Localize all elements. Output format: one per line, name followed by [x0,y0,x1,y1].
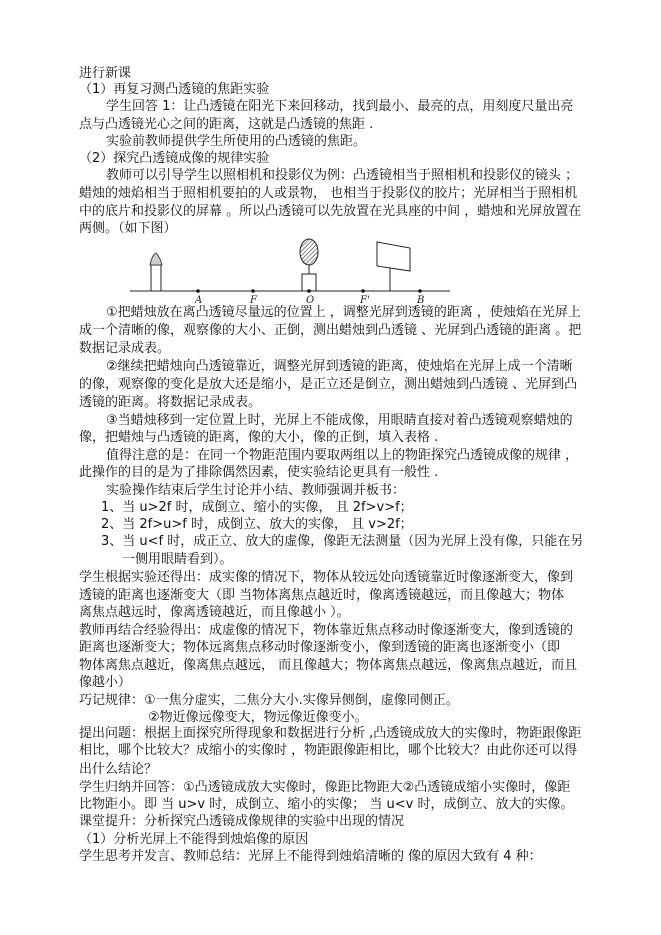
point-marker [251,289,255,293]
text-line: 实验操作结束后学生讨论并小结、教师强调并板书： [106,483,406,498]
point-marker [418,289,422,293]
text-line: 距离也逐渐变大；物体远离焦点移动时像逐渐变小，像到透镜的距离也逐渐变小（即 [79,640,561,655]
text-line: ②物近像远像变大，物远像近像变小。 [148,710,368,725]
text-line: 课堂提升：分析探究凸透镜成像规律的实验中出现的情况 [79,814,405,829]
text-line: 中的底片和投影仪的屏幕 。所以凸透镜可以先放置在光具座的中间 ，蜡烛和光屏放置在 [79,204,582,219]
text-line: 的像，观察像的变化是放大还是缩小，是正立还是倒立，测出蜡烛到凸透镜 、光屏到凸 [79,377,578,392]
text-line: 学生根据实验还得出：成实像的情况下，物体从较远处向透镜靠近时像逐渐变大，像到 [79,570,574,585]
screen-icon [377,242,410,291]
candle-icon [150,253,162,291]
text-line: 透镜的距离。将数据记录成表。 [79,395,262,410]
text-line: 成一个清晰的像，观察像的大小、正倒，测出蜡烛到凸透镜 、光屏到凸透镜的距离 。把 [79,323,582,338]
text-line: （1）分析光屏上不能得到烛焰像的原因 [79,832,309,847]
text-line: 透镜的距离也逐渐变大（即 当物体离焦点越近时，像离透镜越远，而且像越大；物体 [79,588,565,603]
point-label: F [250,295,257,305]
text-line: 1、当 u>2f 时，成倒立、缩小的实像， 且 2f>v>f； [101,500,413,515]
text-line: ①把蜡烛放在离凸透镜尽量远的位置上 ，调整光屏到透镜的距离 ，使烛焰在光屏上 [106,305,581,320]
text-line: 学生思考并发言、教师总结：光屏上不能得到烛焰清晰的 像的原因大致有 4 种： [79,849,542,864]
text-line: 数据记录成表。 [79,341,171,356]
text-line: 此操作的目的是为了排除偶然因素，使实验结论更具有一般性 . [79,465,439,480]
text-line: 比物距小。即 当 u>v 时，成倒立、缩小的实像； 当 u<v 时，成倒立、放大的实像。 [79,797,574,812]
text-line: 像越小） [79,675,132,690]
text-line: 出什么结论？ [79,762,158,777]
optical-bench-diagram [120,237,460,305]
point-label: O [306,295,315,305]
text-line: 像，把蜡烛与凸透镜的距离，像的大小，像的正倒，填入表格 . [79,430,439,445]
point-label: F' [360,295,370,305]
text-line: 值得注意的是：在同一个物距范围内要取两组以上的物距探究凸透镜成像的规律 ， [106,448,579,463]
text-line: 学生回答 1：让凸透镜在阳光下来回移动，找到最小、最亮的点，用刻度尺量出亮 [106,99,574,114]
lens-icon [300,239,318,291]
text-line: 实验前教师提供学生所使用的凸透镜的焦距。 [106,134,367,149]
text-line: 物体离焦点越近，像离焦点越远， 而且像越大；物体离焦点越远，像离焦点越近，而且 [79,658,578,673]
text-line: 学生归纳并回答：①凸透镜成放大实像时，像距比物距大②凸透镜成缩小实像时，像距 [79,780,571,795]
text-line: ②继续把蜡烛向凸透镜靠近，调整光屏到透镜的距离，使烛焰在光屏上成一个清晰 [106,359,573,374]
text-line: 2、当 2f>u>f 时，成倒立、放大的实像， 且 v>2f； [101,517,413,532]
text-line: 两侧。（如下图） [79,221,177,236]
text-line: 进行新课 [79,66,132,81]
text-line: 巧记规律：①一焦分虚实，二焦分大小.实像异侧倒，虚像同侧正。 [79,693,459,708]
text-line: 一侧用眼睛看到）。 [122,552,233,567]
text-line: 教师再结合经验得出：成虚像的情况下，物体靠近焦点移动时像逐渐变大，像到透镜的 [79,623,574,638]
text-line: 蜡烛的烛焰相当于照相机要拍的人或景物， 也相当于投影仪的胶片；光屏相当于照相机 [79,186,578,201]
text-line: 提出问题：根据上面探究所得现象和数据进行分析 ,凸透镜成放大的实像时，物距跟像距 [79,726,582,741]
point-label: A [195,295,203,305]
point-marker [307,289,311,293]
point-marker [196,289,200,293]
point-label: B [417,295,425,305]
text-line: （1）再复习测凸透镜的焦距实验 [79,82,270,97]
text-line: 离焦点越远时，像离透镜越近，而且像越小 ）。 [79,605,350,620]
text-line: 3、当 u<f 时，成正立、放大的虚像，像距无法测量（因为光屏上没有像，只能在另 [101,534,584,549]
text-line: 教师可以引导学生以照相机和投影仪为例：凸透镜相当于照相机和投影仪的镜头 ； [106,168,579,183]
text-line: （2）探究凸透镜成像的规律实验 [79,151,270,166]
text-line: 相比，哪个比较大？成缩小的实像时 ，物距跟像距相比，哪个比较大？由此你还可以得 [79,743,578,758]
point-marker [361,289,365,293]
text-line: ③当蜡烛移到一定位置上时，光屏上不能成像，用眼睛直接对着凸透镜观察蜡烛的 [106,413,573,428]
text-line: 点与凸透镜光心之间的距离，这就是凸透镜的焦距 . [79,117,374,132]
